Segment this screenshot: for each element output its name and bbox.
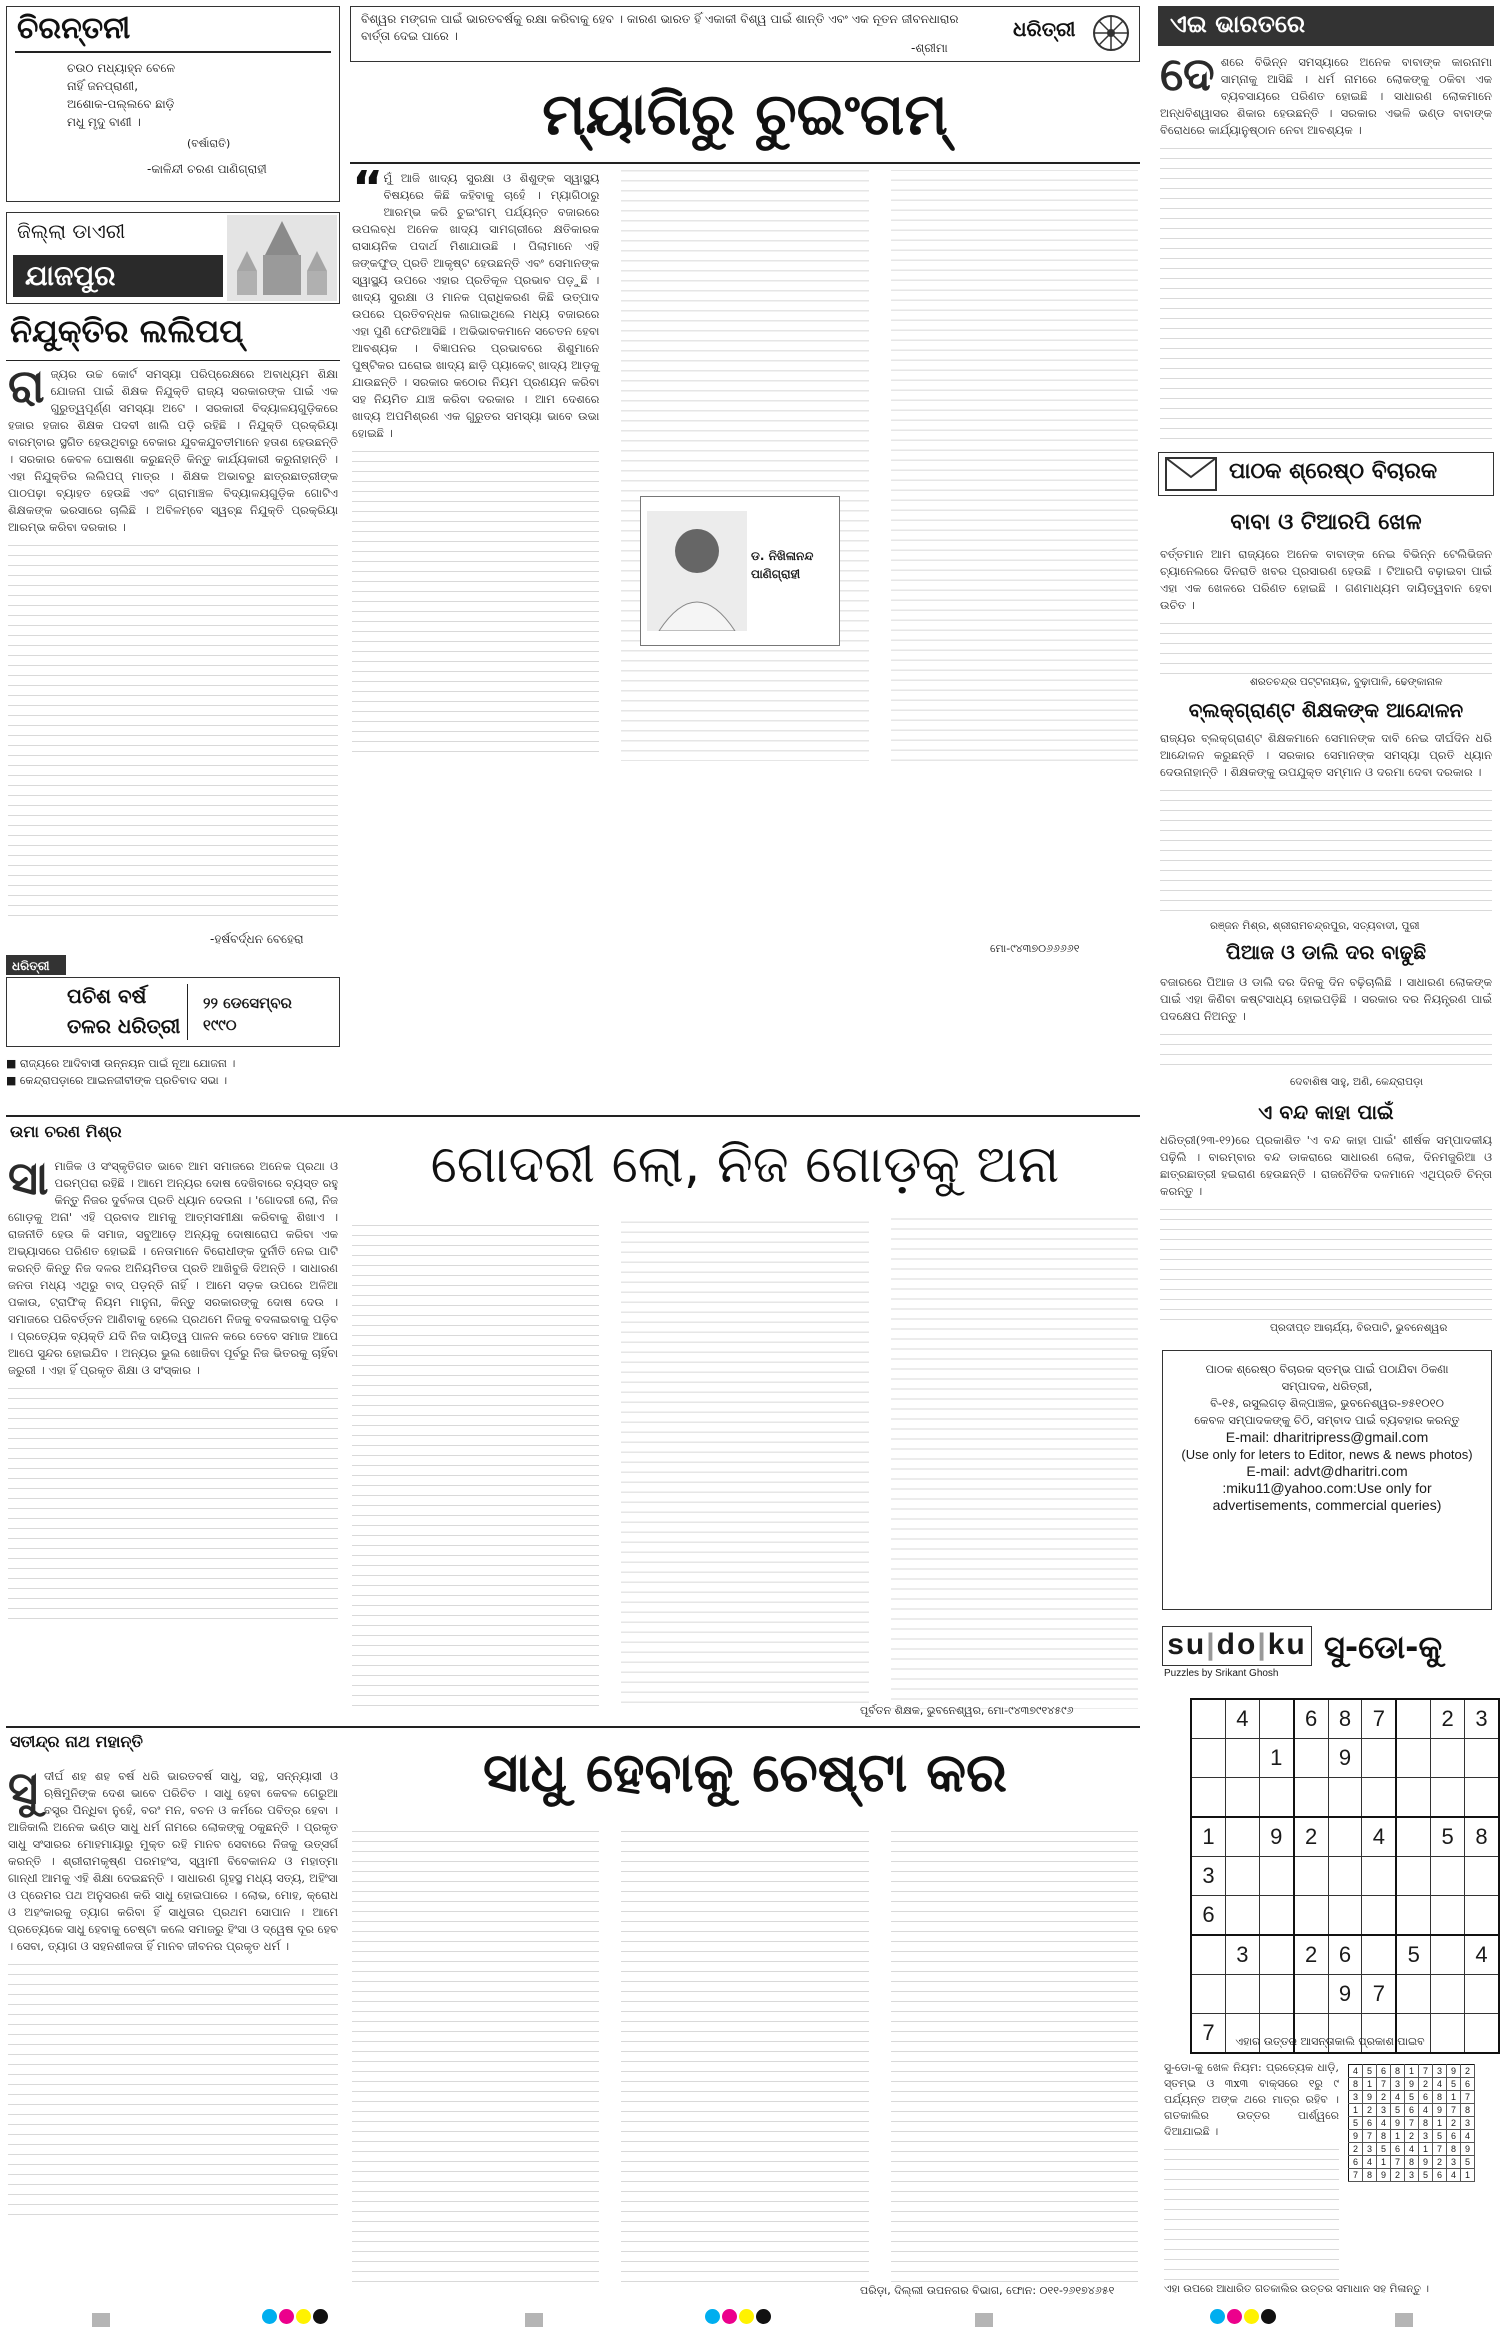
solution-cell: 9	[1419, 2156, 1433, 2169]
middle-article-text: ମାଜିକ ଓ ସଂସ୍କୃତିଗତ ଭାବେ ଆମ ସମାଜରେ ଅନେକ ପ୍ରଥା ଓ ପରମ୍ପରା ରହିଛି । ଆମେ ଅନ୍ୟର ଦୋଷ ଦେଖିବାରେ ବ୍ୟସ୍ତ ରହୁ କିନ୍ତୁ ନିଜର ଦୁର୍ବଳତା ପ୍ରତି ଧ୍ୟାନ ଦେଉନା । 'ଗୋଦରୀ ଲୋ, ନିଜ ଗୋଡ଼କୁ ଅନା' ଏହି ପ୍ରବାଦ ଆମକୁ ଆତ୍ମସମୀକ୍ଷା କରିବାକୁ ଶିଖାଏ । ରାଜନୀତି ହେଉ କି ସମାଜ, ସବୁଆଡ଼େ ଅନ୍ୟକୁ ଦୋଷାରୋପ କରିବା ଏକ ଅଭ୍ୟାସରେ ପରିଣତ ହୋଇଛି । ନେତାମାନେ ବିରୋଧୀଙ୍କ ଦୁର୍ନୀତି ନେଇ ପାଟି କରନ୍ତି କିନ୍ତୁ ନିଜ ଦଳର ଅନିୟମିତତା ପ୍ରତି ଆଖିବୁଜି ଦିଅନ୍ତି । ସାଧାରଣ ଜନତା ମଧ୍ୟ ଏଥିରୁ ବାଦ୍ ପଡ଼ନ୍ତି ନାହିଁ । ଆମେ ସଡ଼କ ଉପରେ ଅଳିଆ ପକାଉ, ଟ୍ରାଫିକ୍ ନିୟମ ମାନୁନା, କିନ୍ତୁ ସରକାରଙ୍କୁ ଦୋଷ ଦେଉ । ସମାଜରେ ପରିବର୍ତ୍ତନ ଆଣିବାକୁ ହେଲେ ପ୍ରଥମେ ନିଜକୁ ବଦଳାଇବାକୁ ପଡ଼ିବ । ପ୍ରତ୍ୟେକ ବ୍ୟକ୍ତି ଯଦି ନିଜ ଦାୟିତ୍ୱ ପାଳନ କରେ ତେବେ ସମାଜ ଆପେ ଆପେ ସୁନ୍ଦର ହୋଇଯିବ । ଅନ୍ୟର ଭୁଲ ଖୋଜିବା ପୂର୍ବରୁ ନିଜ ଭିତରକୁ ଚାହିଁବା ଜରୁରୀ । ଏହା ହିଁ ପ୍ରକୃତ ଶିକ୍ଷା ଓ ସଂସ୍କାର ।	[8, 1159, 338, 1377]
lead-quote-mark: “	[352, 170, 384, 216]
sudoku-logo-do: do	[1216, 1628, 1258, 1661]
letter-body: ବଜାରରେ ପିଆଜ ଓ ଡାଲି ଦର ଦିନକୁ ଦିନ ବଢ଼ିଚାଲିଛି । ସାଧାରଣ ଲୋକଙ୍କ ପାଇଁ ଏହା କିଣିବା କଷ୍ଟସାଧ୍ୟ ହୋଇପଡ଼ିଛି । ସରକାର ଦର ନିୟନ୍ତ୍ରଣ ପାଇଁ ପଦକ୍ଷେପ ନିଅନ୍ତୁ ।	[1160, 974, 1492, 1074]
solution-cell: 2	[1405, 2130, 1419, 2143]
sudoku-logo-ku: ku	[1267, 1628, 1307, 1661]
solution-cell: 8	[1363, 2169, 1377, 2182]
letter-title: ବ୍ଲକ୍‌ଗ୍ରାଣ୍ଟ ଶିକ୍ଷକଙ୍କ ଆନ୍ଦୋଳନ	[1188, 698, 1464, 722]
sudoku-cell: 9	[1328, 1739, 1362, 1778]
solution-cell: 6	[1447, 2130, 1461, 2143]
poem-line: ଅଶୋକ-ପଲ୍ଲବେ ଛାଡ଼ି	[67, 97, 175, 111]
solution-cell: 4	[1433, 2078, 1447, 2091]
letter-author: ରଞ୍ଜନ ମିଶ୍ର, ଶ୍ରୀରାମଚନ୍ଦ୍ରପୁର, ସତ୍ୟବାଦୀ, ପୁରୀ	[1210, 920, 1420, 932]
middle-article-left	[8, 1158, 338, 1720]
solution-cell: 8	[1391, 2065, 1405, 2078]
solution-cell: 9	[1349, 2130, 1363, 2143]
solution-cell: 5	[1405, 2091, 1419, 2104]
solution-cell: 7	[1419, 2065, 1433, 2078]
left-article-text: ଜ୍ୟର ଉଚ୍ଚ କୋର୍ଟ ସମସ୍ୟା ପରିପ୍ରେକ୍ଷରେ ଅବାଧ୍ୟମ ଶିକ୍ଷା ଯୋଜନା ପାଇଁ ଶିକ୍ଷକ ନିଯୁକ୍ତି ରାଜ୍ୟ ସରକାରଙ୍କ ପାଇଁ ଏକ ଗୁରୁତ୍ୱପୂର୍ଣ୍ଣ ସମସ୍ୟା ଅଟେ । ସରକାରୀ ବିଦ୍ୟାଳୟଗୁଡ଼ିକରେ ହଜାର ହଜାର ଶିକ୍ଷକ ପଦବୀ ଖାଲି ପଡ଼ି ରହିଛି । ନିଯୁକ୍ତି ପ୍ରକ୍ରିୟା ବାରମ୍ବାର ସ୍ଥଗିତ ହେଉଥିବାରୁ ବେକାର ଯୁବକଯୁବତୀମାନେ ହତାଶ ହେଉଛନ୍ତି । ସରକାର କେବଳ ଘୋଷଣା କରୁଛନ୍ତି କିନ୍ତୁ କାର୍ଯ୍ୟକାରୀ କରୁନାହାନ୍ତି । ଏହା ନିଯୁକ୍ତିର ଲଲିପପ୍ ମାତ୍ର । ଶିକ୍ଷକ ଅଭାବରୁ ଛାତ୍ରଛାତ୍ରୀଙ୍କ ପାଠପଢ଼ା ବ୍ୟାହତ ହେଉଛି ଏବଂ ଗ୍ରାମାଞ୍ଚଳ ବିଦ୍ୟାଳୟଗୁଡ଼ିକ ଗୋଟିଏ ଶିକ୍ଷକଙ୍କ ଭରସାରେ ଚାଲିଛି । ଅବିଳମ୍ବେ ସ୍ୱଚ୍ଛ ନିଯୁକ୍ତି ପ୍ରକ୍ରିୟା ଆରମ୍ଭ କରିବା ଦରକାର ।	[8, 367, 338, 534]
sudoku-cell: 1	[1259, 1739, 1293, 1778]
registration-dot	[705, 2309, 720, 2324]
sudoku-cell	[1465, 1896, 1500, 1936]
letter-title: ଏ ବନ୍ଦ କାହା ପାଇଁ	[1258, 1100, 1394, 1124]
sudoku-cell	[1225, 1778, 1259, 1818]
solution-cell: 7	[1447, 2104, 1461, 2117]
sudoku-cell: 2	[1431, 1699, 1465, 1739]
registration-dot	[279, 2309, 294, 2324]
sudoku-cell: 7	[1191, 2014, 1225, 2054]
sudoku-cell	[1396, 1778, 1430, 1818]
sudoku-cell	[1362, 1857, 1396, 1896]
right-intro	[1160, 54, 1492, 444]
registration-dot	[313, 2309, 328, 2324]
flashback-brand: ଧରିତ୍ରୀ	[12, 959, 50, 973]
contact-intro: ପାଠକ ଶ୍ରେଷ୍ଠ ବିଚାରକ ସ୍ତମ୍ଭ ପାଇଁ ପଠାଯିବା ଠିକଣା	[1205, 1362, 1449, 1376]
right-header	[1158, 6, 1494, 46]
sudoku-mini-solution	[1348, 2064, 1475, 2182]
registration-dot	[722, 2309, 737, 2324]
sudoku-answer-note: ଏହାର ଉତ୍ତର ଆସନ୍ତାକାଲି ପ୍ରକାଶ ପାଇବ	[1235, 2035, 1425, 2048]
sudoku-cell	[1294, 1739, 1328, 1778]
sudoku-cell: 8	[1465, 1817, 1500, 1857]
bottom-article-byline: ସତୀନ୍ଦ୍ର ନାଥ ମହାନ୍ତି	[10, 1732, 143, 1751]
solution-cell: 8	[1461, 2104, 1475, 2117]
solution-cell: 8	[1419, 2117, 1433, 2130]
sudoku-cell: 7	[1362, 1699, 1396, 1739]
sudoku-cell	[1259, 1699, 1293, 1739]
registration-dot	[739, 2309, 754, 2324]
sudoku-cell	[1259, 1975, 1293, 2014]
sudoku-cell: 4	[1362, 1817, 1396, 1857]
sudoku-cell: 5	[1396, 1935, 1430, 1975]
quote-author: -ଶ୍ରୀମା	[911, 41, 948, 55]
solution-cell: 4	[1377, 2117, 1391, 2130]
readers-section-title: ପାଠକ ଶ୍ରେଷ୍ଠ ବିଚାରକ	[1229, 459, 1438, 484]
sudoku-cell: 9	[1328, 1975, 1362, 2014]
solution-cell: 5	[1433, 2130, 1447, 2143]
sudoku-cell: 8	[1328, 1699, 1362, 1739]
flashback-label: ତଳର ଧରିତ୍ରୀ	[67, 1014, 181, 1038]
quote-box	[350, 6, 1140, 62]
solution-cell: 6	[1349, 2156, 1363, 2169]
sudoku-cell	[1465, 1739, 1500, 1778]
bottom-article-left	[8, 1768, 338, 2288]
solution-cell: 2	[1391, 2169, 1405, 2182]
sudoku-cell	[1191, 1975, 1225, 2014]
solution-cell: 9	[1433, 2104, 1447, 2117]
letter-author: ଶରତଚନ୍ଦ୍ର ପଟ୍ଟନାୟକ, ବୁଢ଼ାପାଳି, ଢେଙ୍କାନାଳ	[1250, 676, 1443, 688]
solution-cell: 7	[1433, 2143, 1447, 2156]
contact-ad-note: advertisements, commercial queries)	[1212, 1497, 1442, 1513]
solution-cell: 4	[1349, 2065, 1363, 2078]
solution-cell: 1	[1447, 2091, 1461, 2104]
solution-cell: 4	[1363, 2156, 1377, 2169]
sudoku-cell: 3	[1465, 1699, 1500, 1739]
flashback-years: ପଚିଶ ବର୍ଷ	[67, 984, 147, 1008]
right-intro-text: ଶରେ ବିଭିନ୍ନ ସମସ୍ୟାରେ ଅନେକ ବାବାଙ୍କ କାରନାମା ସାମ୍ନାକୁ ଆସିଛି । ଧର୍ମ ନାମରେ ଲୋକଙ୍କୁ ଠକିବା ଏକ ବ୍ୟବସାୟରେ ପରିଣତ ହୋଇଛି । ସାଧାରଣ ଲୋକମାନେ ଅନ୍ଧବିଶ୍ୱାସର ଶିକାର ହେଉଛନ୍ତି । ସରକାର ଏଭଳି ଭଣ୍ଡ ବାବାଙ୍କ ବିରୋଧରେ କାର୍ଯ୍ୟାନୁଷ୍ଠାନ ନେବା ଆବଶ୍ୟକ ।	[1160, 55, 1492, 137]
sudoku-cell	[1362, 1778, 1396, 1818]
sudoku-cell: 6	[1294, 1699, 1328, 1739]
sudoku-cell	[1362, 1739, 1396, 1778]
bottom-article-author: ପରିଡ଼ା, ଦିଲ୍ଲୀ ଉପନଗର ବିଭାଗ, ଫୋନ: ୦୧୧-୨୬୧୭୪୬୫୧	[860, 2284, 1115, 2297]
right-header-title: ଏଇ ଭାରତରେ	[1170, 10, 1306, 38]
sudoku-header: su|do|ku Puzzles by Srikant Ghosh ସୁ-ଡୋ-କୁ	[1164, 1628, 1443, 1679]
solution-cell: 7	[1349, 2169, 1363, 2182]
author-photo	[647, 511, 747, 631]
solution-cell: 5	[1419, 2169, 1433, 2182]
contact-box	[1162, 1350, 1492, 1610]
sudoku-cell	[1396, 1896, 1430, 1936]
solution-cell: 3	[1461, 2117, 1475, 2130]
solution-cell: 3	[1447, 2156, 1461, 2169]
sudoku-cell	[1465, 1975, 1500, 2014]
bottom-article-title: ସାଧୁ ହେବାକୁ ଚେଷ୍ଟା କର	[483, 1741, 1007, 1804]
contact-ad-email2[interactable]: :miku11@yahoo.com:Use only for	[1222, 1480, 1432, 1496]
solution-cell: 9	[1363, 2091, 1377, 2104]
sudoku-board	[1190, 1698, 1500, 2054]
sudoku-cell	[1328, 1857, 1362, 1896]
left-article-dropcap: ରା	[8, 366, 45, 413]
sudoku-cell	[1294, 1857, 1328, 1896]
poem-tag: (ବର୍ଷାରାତି)	[187, 137, 231, 150]
sudoku-cell: 2	[1294, 1817, 1328, 1857]
solution-cell: 3	[1391, 2078, 1405, 2091]
sudoku-cell	[1396, 1739, 1430, 1778]
solution-cell: 6	[1363, 2117, 1377, 2130]
registration-dot	[262, 2309, 277, 2324]
registration-dot	[756, 2309, 771, 2324]
district-name-band	[13, 255, 223, 297]
middle-article-dropcap: ସା	[8, 1158, 49, 1205]
poem-box	[6, 6, 340, 202]
middle-article-byline: ଉମା ଚରଣ ମିଶ୍ର	[10, 1122, 122, 1141]
lead-article-contact: ମୋ-୯୪୩୭୦୬୬୬୬୧	[990, 942, 1080, 955]
bottom-article-right	[352, 1822, 1138, 2284]
sudoku-cell	[1362, 1896, 1396, 1936]
solution-cell: 6	[1419, 2091, 1433, 2104]
solution-cell: 5	[1391, 2104, 1405, 2117]
solution-cell: 1	[1433, 2117, 1447, 2130]
sudoku-cell	[1362, 1935, 1396, 1975]
sudoku-cell	[1465, 1778, 1500, 1818]
letter-author: ପ୍ରଦୀପ୍ତ ଆଚାର୍ଯ୍ୟ, ବିରପାଟି, ଭୁବନେଶ୍ୱର	[1270, 1322, 1448, 1334]
poem-line: ମଧୁ ମୃଦୁ ବାଣୀ ।	[67, 115, 141, 129]
solution-cell: 3	[1363, 2143, 1377, 2156]
contact-line: ସମ୍ପାଦକ, ଧରିତ୍ରୀ,	[1281, 1379, 1373, 1393]
solution-cell: 3	[1419, 2130, 1433, 2143]
solution-cell: 2	[1349, 2143, 1363, 2156]
sudoku-cell	[1225, 1896, 1259, 1936]
sudoku-cell: 4	[1225, 1699, 1259, 1739]
poem-author: -କାଳିନ୍ଦୀ ଚରଣ ପାଣିଗ୍ରାହୀ	[147, 162, 267, 176]
district-diary	[6, 212, 340, 304]
sudoku-instructions: ସୁ-ଡୋ-କୁ ଖେଳ ନିୟମ: ପ୍ରତ୍ୟେକ ଧାଡ଼ି, ସ୍ତମ୍ଭ ଓ ୩x୩ ବାକ୍ସରେ ୧ରୁ ୯ ପର୍ଯ୍ୟନ୍ତ ଅଙ୍କ ଥରେ ମାତ୍ର ରହିବ । ଗତକାଲିର ଉତ୍ତର ପାର୍ଶ୍ୱରେ ଦିଆଯାଇଛି ।	[1164, 2060, 1339, 2280]
sudoku-cell	[1431, 1935, 1465, 1975]
letter-body: ଧରିତ୍ରୀ(୨୩-୧୨)ରେ ପ୍ରକାଶିତ 'ଏ ବନ୍ଦ କାହା ପାଇଁ' ଶୀର୍ଷକ ସମ୍ପାଦକୀୟ ପଢ଼ିଲି । ବାରମ୍ବାର ବନ୍ଦ ଡାକରାରେ ସାଧାରଣ ଲୋକ, ଦିନମଜୁରିଆ ଓ ଛାତ୍ରଛାତ୍ରୀ ହଇରାଣ ହେଉଛନ୍ତି । ରାଜନୈତିକ ଦଳମାନେ ଏଥିପ୍ରତି ଚିନ୍ତା କରନ୍ତୁ ।	[1160, 1132, 1492, 1320]
sudoku-cell	[1396, 1857, 1430, 1896]
solution-cell: 3	[1377, 2104, 1391, 2117]
left-article-title: ନିଯୁକ୍ତିର ଲଲିପପ୍	[10, 312, 244, 350]
solution-cell: 7	[1377, 2078, 1391, 2091]
sudoku-cell	[1225, 1739, 1259, 1778]
solution-cell: 2	[1419, 2078, 1433, 2091]
envelope-icon	[1165, 457, 1217, 491]
sudoku-cell	[1259, 1857, 1293, 1896]
solution-cell: 6	[1433, 2169, 1447, 2182]
solution-cell: 8	[1405, 2156, 1419, 2169]
poem-line: ନାହିଁ ଜନପ୍ରାଣୀ,	[67, 79, 139, 93]
solution-cell: 3	[1349, 2091, 1363, 2104]
sudoku-cell: 6	[1328, 1935, 1362, 1975]
sudoku-cell	[1465, 1857, 1500, 1896]
solution-cell: 7	[1461, 2091, 1475, 2104]
middle-article-right	[352, 1216, 1138, 1716]
sudoku-cell: 2	[1294, 1935, 1328, 1975]
solution-cell: 2	[1433, 2156, 1447, 2169]
solution-cell: 3	[1405, 2169, 1419, 2182]
solution-cell: 9	[1461, 2143, 1475, 2156]
contact-email[interactable]: E-mail: dharitripress@gmail.com	[1225, 1429, 1429, 1445]
flashback-box	[6, 955, 340, 1105]
solution-cell: 5	[1377, 2143, 1391, 2156]
solution-cell: 9	[1405, 2078, 1419, 2091]
author-photo-box	[640, 496, 840, 646]
sudoku-cell	[1431, 1778, 1465, 1818]
poem-title: ଚିରନ୍ତନୀ	[17, 11, 131, 46]
sudoku-cell: 3	[1191, 1857, 1225, 1896]
solution-cell: 6	[1377, 2065, 1391, 2078]
sudoku-cell	[1431, 1739, 1465, 1778]
sudoku-cell	[1259, 1896, 1293, 1936]
solution-cell: 9	[1447, 2065, 1461, 2078]
sudoku-grid	[1190, 1698, 1500, 2054]
letter-body: ବର୍ତ୍ତମାନ ଆମ ରାଜ୍ୟରେ ଅନେକ ବାବାଙ୍କ ନେଇ ବିଭିନ୍ନ ଟେଲିଭିଜନ ଚ୍ୟାନେଲରେ ଦିନରାତି ଖବର ପ୍ରସାରଣ ହେଉଛି । ଟିଆରପି ବଢ଼ାଇବା ପାଇଁ ଏହା ଏକ ଖେଳରେ ପରିଣତ ହୋଇଛି । ଗଣମାଧ୍ୟମ ଦାୟିତ୍ୱବାନ ହେବା ଉଚିତ ।	[1160, 546, 1492, 674]
sudoku-cell: 4	[1465, 1935, 1500, 1975]
solution-cell: 4	[1447, 2169, 1461, 2182]
flashback-bullet: ■ କେନ୍ଦ୍ରାପଡ଼ାରେ ଆଇନଜୀବୀଙ୍କ ପ୍ରତିବାଦ ସଭା ।	[6, 1074, 228, 1087]
solution-cell: 7	[1405, 2117, 1419, 2130]
letter-body: ରାଜ୍ୟର ବ୍ଲକ୍‌ଗ୍ରାଣ୍ଟ ଶିକ୍ଷକମାନେ ସେମାନଙ୍କ ଦାବି ନେଇ ଦୀର୍ଘଦିନ ଧରି ଆନ୍ଦୋଳନ କରୁଛନ୍ତି । ସରକାର ସେମାନଙ୍କ ସମସ୍ୟା ପ୍ରତି ଧ୍ୟାନ ଦେଉନାହାନ୍ତି । ଶିକ୍ଷକଙ୍କୁ ଉପଯୁକ୍ତ ସମ୍ମାନ ଓ ଦରମା ଦେବା ଦରକାର ।	[1160, 730, 1492, 918]
sudoku-cell: 9	[1259, 1817, 1293, 1857]
sudoku-cell: 7	[1362, 1975, 1396, 2014]
solution-cell: 1	[1405, 2065, 1419, 2078]
solution-cell: 1	[1419, 2143, 1433, 2156]
registration-dot	[1227, 2309, 1242, 2324]
solution-cell: 1	[1363, 2078, 1377, 2091]
sudoku-cell	[1328, 1817, 1362, 1857]
solution-cell: 5	[1363, 2065, 1377, 2078]
quote-text: ବିଶ୍ୱର ମଙ୍ଗଳ ପାଇଁ ଭାରତବର୍ଷକୁ ରକ୍ଷା କରିବାକୁ ହେବ । କାରଣ ଭାରତ ହିଁ ଏକାକୀ ବିଶ୍ୱ ପାଇଁ ଶାନ୍ତି ଏବଂ ଏକ ନୂତନ ଜୀବନଧାରାର ବାର୍ତ୍ତା ଦେଇ ପାରେ ।	[361, 12, 959, 43]
sudoku-cell	[1294, 1975, 1328, 2014]
sudoku-cell	[1431, 1975, 1465, 2014]
solution-cell: 8	[1447, 2143, 1461, 2156]
sudoku-cell: 6	[1191, 1896, 1225, 1936]
sudoku-cell: 3	[1225, 1935, 1259, 1975]
district-label: ଜିଲ୍ଲା ଡାଏରୀ	[17, 219, 126, 243]
solution-cell: 4	[1391, 2091, 1405, 2104]
sudoku-solution-grid	[1348, 2064, 1475, 2182]
readers-section-header	[1158, 452, 1494, 496]
solution-cell: 4	[1461, 2130, 1475, 2143]
registration-dot	[1210, 2309, 1225, 2324]
chakra-icon	[1091, 13, 1131, 53]
sudoku-cell	[1191, 1778, 1225, 1818]
solution-cell: 4	[1419, 2104, 1433, 2117]
contact-email-note: (Use only for leters to Editor, news & news photos)	[1181, 1447, 1473, 1462]
sudoku-cell	[1396, 1975, 1430, 2014]
solution-cell: 7	[1391, 2156, 1405, 2169]
sudoku-logo-su: su	[1167, 1628, 1207, 1661]
bottom-article-dropcap: ସୁ	[8, 1768, 38, 1815]
solution-cell: 2	[1377, 2091, 1391, 2104]
lead-article-text: ମୁଁ ଆଜି ଖାଦ୍ୟ ସୁରକ୍ଷା ଓ ଶିଶୁଙ୍କ ସ୍ୱାସ୍ଥ୍ୟ ବିଷୟରେ କିଛି କହିବାକୁ ଚାହେଁ । ମ୍ୟାଗିଠାରୁ ଆରମ୍ଭ କରି ଚୁଇଂଗମ୍ ପର୍ଯ୍ୟନ୍ତ ବଜାରରେ ଉପଲବ୍ଧ ଅନେକ ଖାଦ୍ୟ ସାମଗ୍ରୀରେ କ୍ଷତିକାରକ ରାସାୟନିକ ପଦାର୍ଥ ମିଶାଯାଉଛି । ପିଲାମାନେ ଏହି ଜଙ୍କଫୁଡ୍ ପ୍ରତି ଆକୃଷ୍ଟ ହେଉଛନ୍ତି ଏବଂ ସେମାନଙ୍କ ସ୍ୱାସ୍ଥ୍ୟ ଉପରେ ଏହାର ପ୍ରତିକୂଳ ପ୍ରଭାବ ପଡ଼ୁଛି । ଖାଦ୍ୟ ସୁରକ୍ଷା ଓ ମାନକ ପ୍ରାଧିକରଣ କିଛି ଉତ୍ପାଦ ଉପରେ ପ୍ରତିବନ୍ଧକ ଲଗାଇଥିଲେ ମଧ୍ୟ ବଜାରରେ ଏହା ପୁଣି ଫେରିଆସିଛି । ଅଭିଭାବକମାନେ ସଚେତନ ହେବା ଆବଶ୍ୟକ । ବିଜ୍ଞାପନର ପ୍ରଭାବରେ ଶିଶୁମାନେ ପୁଷ୍ଟିକର ଘରୋଇ ଖାଦ୍ୟ ଛାଡ଼ି ପ୍ୟାକେଟ୍ ଖାଦ୍ୟ ଆଡ଼କୁ ଯାଉଛନ୍ତି । ସରକାର କଠୋର ନିୟମ ପ୍ରଣୟନ କରିବା ସହ ନିୟମିତ ଯାଞ୍ଚ କରିବା ଦରକାର । ଆମ ଦେଶରେ ଖାଦ୍ୟ ଅପମିଶ୍ରଣ ଏକ ଗୁରୁତର ସମସ୍ୟା ଭାବେ ଉଭା ହୋଇଛି ।	[352, 171, 600, 440]
solution-cell: 9	[1377, 2169, 1391, 2182]
letter-title: ବାବା ଓ ଟିଆରପି ଖେଳ	[1230, 510, 1422, 535]
sudoku-cell	[1328, 1778, 1362, 1818]
middle-article-title: ଗୋଦରୀ ଲୋ, ନିଜ ଗୋଡ଼କୁ ଅନା	[430, 1135, 1060, 1195]
lead-article-title: ମ୍ୟାଗିରୁ ଚୁଇଂଗମ୍	[542, 80, 948, 148]
solution-cell: 8	[1433, 2091, 1447, 2104]
flashback-bullet: ■ ରାଜ୍ୟରେ ଆଦିବାସୀ ଉନ୍ନୟନ ପାଇଁ ନୂଆ ଯୋଜନା ।	[6, 1057, 236, 1070]
sudoku-cell	[1225, 1817, 1259, 1857]
contact-line: କେବଳ ସମ୍ପାଦକଙ୍କୁ ଚିଠି, ସମ୍ବାଦ ପାଇଁ ବ୍ୟବହାର କରନ୍ତୁ	[1194, 1413, 1460, 1427]
solution-cell: 8	[1349, 2078, 1363, 2091]
sudoku-cell	[1191, 1935, 1225, 1975]
solution-cell: 1	[1377, 2156, 1391, 2169]
letter-author: ଦେବାଶିଷ ସାହୁ, ଅଣି, କେନ୍ଦ୍ରାପଡ଼ା	[1290, 1076, 1424, 1088]
sudoku-cell	[1396, 1699, 1430, 1739]
middle-article-author: ପୂର୍ବତନ ଶିକ୍ଷକ, ଭୁବନେଶ୍ୱର, ମୋ-୯୪୩୭୯୧୪୫୯୬	[860, 1704, 1074, 1717]
sudoku-cell: 1	[1191, 1817, 1225, 1857]
solution-cell: 6	[1391, 2143, 1405, 2156]
solution-cell: 2	[1447, 2117, 1461, 2130]
sudoku-cell	[1294, 1778, 1328, 1818]
sudoku-cell	[1328, 1896, 1362, 1936]
sudoku-cell	[1431, 1896, 1465, 1936]
sudoku-subtitle: Puzzles by Srikant Ghosh	[1164, 1668, 1279, 1679]
contact-ad-email[interactable]: E-mail: advt@dharitri.com	[1246, 1463, 1408, 1479]
solution-cell: 5	[1447, 2078, 1461, 2091]
solution-cell: 7	[1363, 2130, 1377, 2143]
solution-cell: 4	[1405, 2143, 1419, 2156]
sudoku-cell	[1191, 1739, 1225, 1778]
solution-cell: 5	[1349, 2117, 1363, 2130]
solution-cell: 2	[1363, 2104, 1377, 2117]
letter-title: ପିଆଜ ଓ ଡାଲି ଦର ବାଢୁଛି	[1225, 940, 1427, 964]
right-intro-dropcap: ଦେ	[1160, 54, 1215, 101]
solution-cell: 1	[1391, 2130, 1405, 2143]
contact-line: ବି-୧୫, ରସୁଲଗଡ଼ ଶିଳ୍ପାଞ୍ଚଳ, ଭୁବନେଶ୍ୱର-୭୫୧୦୧୦	[1210, 1396, 1444, 1410]
sudoku-footer: ଏହା ଉପରେ ଆଧାରିତ ଗତକାଲିର ଉତ୍ତର ସମାଧାନ ସହ ମିଳାନ୍ତୁ ।	[1164, 2283, 1430, 2295]
flashback-date: ୨୨ ଡେସେମ୍ବର ୧୯୯୦	[203, 994, 292, 1034]
sudoku-cell	[1259, 1778, 1293, 1818]
registration-dot	[1261, 2309, 1276, 2324]
solution-cell: 8	[1377, 2130, 1391, 2143]
district-name: ଯାଜପୁର	[25, 259, 116, 292]
left-article-author: -ହର୍ଷବର୍ଦ୍ଧନ ବେହେରା	[210, 932, 304, 946]
poem-line: ଚଉଠ ମଧ୍ୟାହ୍ନ ବେଳେ	[67, 61, 176, 75]
sudoku-cell	[1396, 1817, 1430, 1857]
left-article-body	[8, 366, 338, 934]
sudoku-cell	[1225, 1857, 1259, 1896]
registration-dot	[1244, 2309, 1259, 2324]
solution-cell: 6	[1461, 2078, 1475, 2091]
solution-cell: 5	[1461, 2156, 1475, 2169]
registration-dot	[296, 2309, 311, 2324]
solution-cell: 1	[1349, 2104, 1363, 2117]
bottom-article-text: ଦୀର୍ଘ ଶହ ଶହ ବର୍ଷ ଧରି ଭାରତବର୍ଷ ସାଧୁ, ସନ୍ଥ, ସନ୍ନ୍ୟାସୀ ଓ ଋଷିମୁନିଙ୍କ ଦେଶ ଭାବେ ପରିଚିତ । ସାଧୁ ହେବା କେବଳ ଗେରୁଆ ବସ୍ତ୍ର ପିନ୍ଧିବା ନୁହେଁ, ବରଂ ମନ, ବଚନ ଓ କର୍ମରେ ପବିତ୍ର ହେବା । ଆଜିକାଲି ଅନେକ ଭଣ୍ଡ ସାଧୁ ଧର୍ମ ନାମରେ ଲୋକଙ୍କୁ ଠକୁଛନ୍ତି । ପ୍ରକୃତ ସାଧୁ ସଂସାରର ମୋହମାୟାରୁ ମୁକ୍ତ ରହି ମାନବ ସେବାରେ ନିଜକୁ ଉତ୍ସର୍ଗ କରନ୍ତି । ଶ୍ରୀରାମକୃଷ୍ଣ ପରମହଂସ, ସ୍ୱାମୀ ବିବେକାନନ୍ଦ ଓ ମହାତ୍ମା ଗାନ୍ଧୀ ଆମକୁ ଏହି ଶିକ୍ଷା ଦେଇଛନ୍ତି । ସାଧାରଣ ଗୃହସ୍ଥ ମଧ୍ୟ ସତ୍ୟ, ଅହିଂସା ଓ ପ୍ରେମର ପଥ ଅନୁସରଣ କରି ସାଧୁ ହୋଇପାରେ । ଲୋଭ, ମୋହ, କ୍ରୋଧ ଓ ଅହଂକାରକୁ ତ୍ୟାଗ କରିବା ହିଁ ସାଧୁତାର ପ୍ରଥମ ସୋପାନ । ଆମେ ପ୍ରତ୍ୟେକେ ସାଧୁ ହେବାକୁ ଚେଷ୍ଟା କଲେ ସମାଜରୁ ହିଂସା ଓ ଦ୍ୱେଷ ଦୂର ହେବ । ସେବା, ତ୍ୟାଗ ଓ ସହନଶୀଳତା ହିଁ ମାନବ ଜୀବନର ପ୍ରକୃତ ଧର୍ମ ।	[8, 1769, 338, 1953]
lead-author-name: ଡ. ନିଖିଳାନନ୍ଦ ପାଣିଗ୍ରାହୀ	[751, 549, 814, 581]
sudoku-cell	[1191, 1699, 1225, 1739]
sudoku-cell	[1259, 1935, 1293, 1975]
sudoku-title-odia: ସୁ-ଡୋ-କୁ	[1324, 1628, 1443, 1666]
solution-cell: 2	[1461, 2065, 1475, 2078]
solution-cell: 9	[1391, 2117, 1405, 2130]
temple-image	[227, 215, 337, 301]
sudoku-cell	[1294, 1896, 1328, 1936]
solution-cell: 6	[1405, 2104, 1419, 2117]
solution-cell: 3	[1433, 2065, 1447, 2078]
sudoku-cell	[1225, 1975, 1259, 2014]
sudoku-cell	[1431, 1857, 1465, 1896]
solution-cell: 1	[1461, 2169, 1475, 2182]
masthead-brand: ଧରିତ୍ରୀ	[1013, 17, 1076, 41]
sudoku-cell: 5	[1431, 1817, 1465, 1857]
